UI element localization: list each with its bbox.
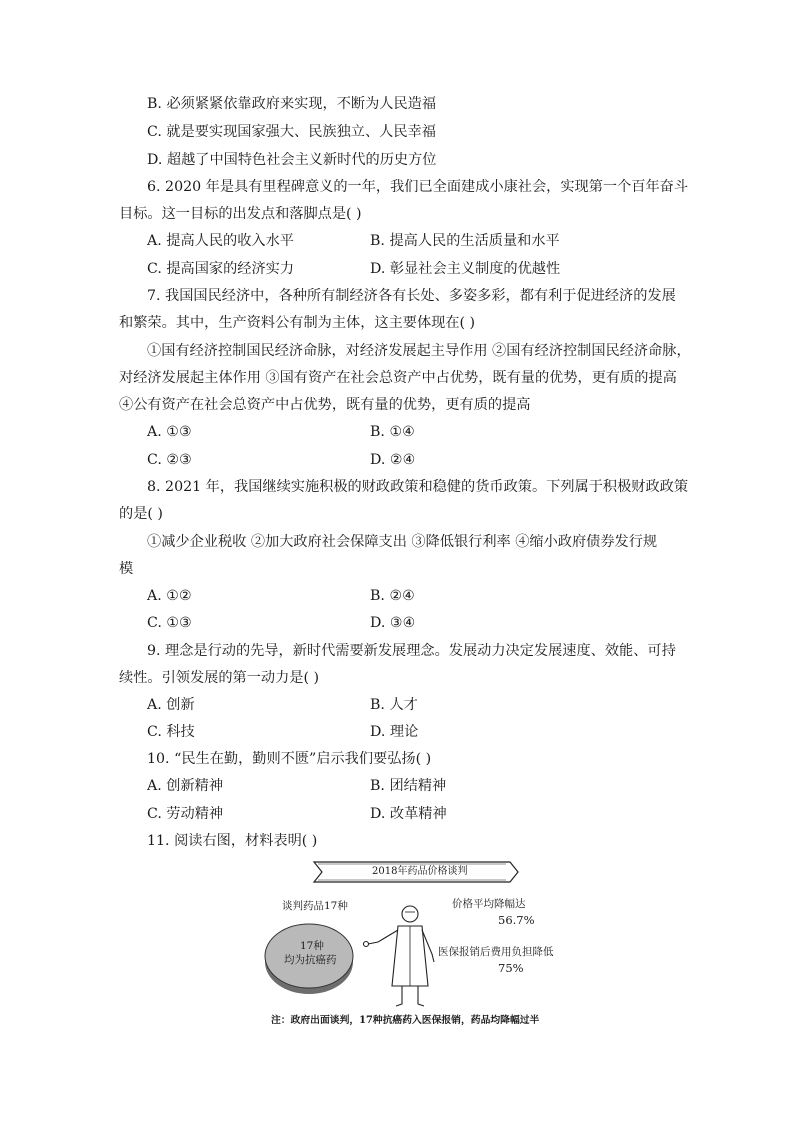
q10-option-c: C. 劳动精神 — [147, 806, 224, 822]
price-drop-label: 价格平均降幅达 — [452, 898, 526, 910]
q8-stem-line2: 的是( ) — [119, 506, 163, 522]
disc-label-line1: 17种 — [300, 940, 324, 952]
burden-drop-label: 医保报销后费用负担降低 — [438, 946, 554, 958]
q7-statements-line3: ④公有资产在社会总资产中占优势，既有量的优势，更有质的提高 — [119, 397, 531, 413]
q7-stem-line1: 7. 我国国民经济中，各种所有制经济各有长处、多姿多彩，都有利于促进经济的发展 — [147, 288, 676, 304]
q7-option-b: B. ①④ — [370, 424, 415, 440]
q7-statements-line1: ①国有经济控制国民经济命脉，对经济发展起主导作用 ②国有经济控制国民经济命脉， — [147, 343, 691, 359]
q6-option-a: A. 提高人民的收入水平 — [147, 233, 294, 249]
burden-drop-value: 75% — [498, 961, 524, 975]
q6-option-d: D. 彰显社会主义制度的优越性 — [370, 261, 561, 277]
q5-option-c: C. 就是要实现国家强大、民族独立、人民幸福 — [147, 124, 436, 140]
q8-statements-line1: ①减少企业税收 ②加大政府社会保障支出 ③降低银行利率 ④缩小政府债券发行规 — [147, 534, 658, 550]
q9-stem-line1: 9. 理念是行动的先导，新时代需要新发展理念。发展动力决定发展速度、效能、可持 — [147, 643, 676, 659]
q9-option-a: A. 创新 — [147, 697, 195, 713]
q8-option-c: C. ①③ — [147, 615, 192, 631]
q9-option-c: C. 科技 — [147, 724, 195, 740]
price-drop-value: 56.7% — [498, 913, 535, 927]
figure-left-label: 谈判药品17种 — [282, 900, 348, 912]
q7-statements-line2: 对经济发展起主体作用 ③国有资产在社会总资产中占优势，既有量的优势，更有质的提高 — [119, 370, 677, 386]
drug-price-figure — [262, 858, 562, 1028]
q7-option-d: D. ②④ — [370, 452, 416, 468]
q7-option-c: C. ②③ — [147, 452, 192, 468]
q6-option-c: C. 提高国家的经济实力 — [147, 261, 295, 277]
doctor-figure-icon — [364, 906, 435, 1006]
q9-option-d: D. 理论 — [370, 724, 419, 740]
q10-option-d: D. 改革精神 — [370, 806, 447, 822]
q7-option-a: A. ①③ — [147, 424, 192, 440]
q5-option-d: D. 超越了中国特色社会主义新时代的历史方位 — [147, 152, 437, 168]
disc-label-line2: 均为抗癌药 — [284, 954, 337, 966]
figure-note: 注：政府出面谈判，17种抗癌药入医保报销，药品均降幅过半 — [271, 1015, 540, 1026]
q9-stem-line2: 续性。引领发展的第一动力是( ) — [119, 670, 320, 686]
q6-stem-line1: 6. 2020 年是具有里程碑意义的一年，我们已全面建成小康社会，实现第一个百年奋斗 — [147, 179, 689, 195]
q8-statements-line2: 模 — [119, 561, 134, 577]
q10-stem: 10. “民生在勤，勤则不匮”启示我们要弘扬( ) — [147, 751, 432, 767]
q10-option-b: B. 团结精神 — [370, 778, 447, 794]
q5-option-b: B. 必须紧紧依靠政府来实现，不断为人民造福 — [147, 96, 437, 112]
figure-banner-title: 2018年药品价格谈判 — [372, 866, 468, 877]
q8-option-d: D. ③④ — [370, 615, 416, 631]
q7-stem-line2: 和繁荣。其中，生产资料公有制为主体，这主要体现在( ) — [119, 315, 476, 331]
q11-stem: 11. 阅读右图，材料表明( ) — [147, 833, 318, 849]
q8-option-b: B. ②④ — [370, 588, 415, 604]
q10-option-a: A. 创新精神 — [147, 778, 224, 794]
q6-stem-line2: 目标。这一目标的出发点和落脚点是( ) — [119, 206, 362, 222]
q8-option-a: A. ①② — [147, 588, 192, 604]
q8-stem-line1: 8. 2021 年，我国继续实施积极的财政政策和稳健的货币政策。下列属于积极财政政策 — [147, 479, 689, 495]
q9-option-b: B. 人才 — [370, 697, 418, 713]
q6-option-b: B. 提高人民的生活质量和水平 — [370, 233, 560, 249]
